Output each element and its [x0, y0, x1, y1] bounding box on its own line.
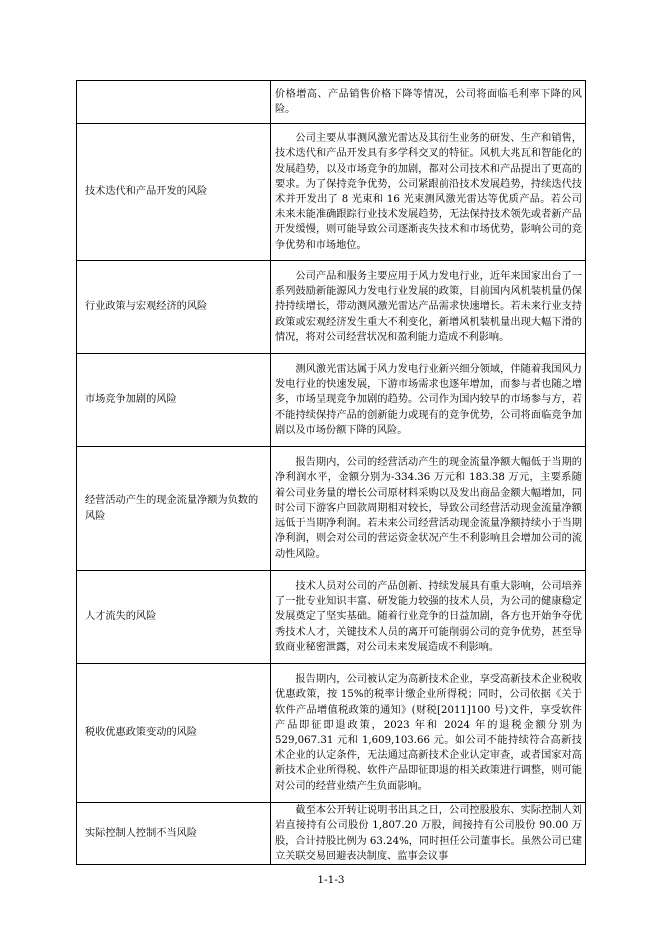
risk-name: 人才流失的风险 [77, 571, 271, 664]
risk-name: 市场竞争加剧的风险 [77, 354, 271, 447]
risk-description: 价格增高、产品销售价格下降等情况，公司将面临毛利率下降的风险。 [271, 81, 586, 124]
page-number: 1-1-3 [317, 874, 345, 886]
risk-factor-table [76, 80, 586, 865]
risk-name: 经营活动产生的现金流量净额为负数的风险 [77, 447, 271, 571]
risk-description: 公司主要从事测风激光雷达及其衍生业务的研发、生产和销售，技术迭代和产品开发具有多学科交叉的特征。风机大兆瓦和智能化的发展趋势，以及市场竞争的加剧，都对公司技术和产品提出了更高的要求。为了保持竞争优势，公司紧跟前沿技术发展趋势，持续迭代技术并开发出了 8 光束和 16 光束测风激光雷达等优质产品。若公司未来未能准确跟踪行业技术发展趋势，无法保持技术领先或者新产品开发缓慢，则可能导致公司逐渐丧失技术和市场优势，影响公司的竞争优势和市场地位。 [271, 124, 586, 261]
risk-name [77, 81, 271, 124]
risk-description: 技术人员对公司的产品创新、持续发展具有重大影响，公司培养了一批专业知识丰富、研发能力较强的技术人员，为公司的健康稳定发展奠定了坚实基础。随着行业竞争的日益加剧，各方也开始争夺优秀技术人才，关键技术人员的离开可能削弱公司的竞争优势，甚至导致商业秘密泄露，对公司未来发展造成不利影响。 [271, 571, 586, 664]
table-row [77, 261, 586, 354]
table-row [77, 124, 586, 261]
table-row [77, 664, 586, 803]
table-row [77, 571, 586, 664]
risk-name: 税收优惠政策变动的风险 [77, 664, 271, 803]
risk-name: 技术迭代和产品开发的风险 [77, 124, 271, 261]
table-row [77, 354, 586, 447]
table-row [77, 447, 586, 571]
table-row [77, 81, 586, 124]
risk-name: 行业政策与宏观经济的风险 [77, 261, 271, 354]
table-row [77, 803, 586, 865]
risk-description: 报告期内，公司的经营活动产生的现金流量净额大幅低于当期的净利润水平，金额分别为-334.36 万元和 183.38 万元，主要系随着公司业务量的增长公司原材料采购以及发出商品金额大幅增加，同时公司下游客户回款周期相对较长，导致公司经营活动现金流量净额远低于当期净利润。若未来公司经营活动现金流量净额持续小于当期净利润，则会对公司的营运资金状况产生不利影响且会增加公司的流动性风险。 [271, 447, 586, 571]
risk-name: 实际控制人控制不当风险 [77, 803, 271, 865]
risk-description: 截至本公开转让说明书出具之日，公司控股股东、实际控制人刘岩直接持有公司股份 1,807.20 万股，间接持有公司股份 90.00 万股，合计持股比例为 63.24%，同时担任公司董事长。虽然公司已建立关联交易回避表决制度、监事会议事 [271, 803, 586, 865]
risk-description: 测风激光雷达属于风力发电行业新兴细分领域，伴随着我国风力发电行业的快速发展，下游市场需求也逐年增加，而参与者也随之增多，市场呈现竞争加剧的趋势。公司作为国内较早的市场参与方，若不能持续保持产品的创新能力或现有的竞争优势，公司将面临竞争加剧以及市场份额下降的风险。 [271, 354, 586, 447]
risk-description: 报告期内，公司被认定为高新技术企业，享受高新技术企业税收优惠政策，按 15%的税率计缴企业所得税；同时，公司依据《关于软件产品增值税政策的通知》(财税[2011]100 号)文件，享受软件产品即征即退政策，2023 年和 2024 年的退税金额分别为 529,067.31 元和 1,609,103.66 元。如公司不能持续符合高新技术企业的认定条件，无法通过高新技术企业认定审查，或者国家对高新技术企业所得税、软件产品即征即退的相关政策进行调整，则可能对公司的经营业绩产生负面影响。 [271, 664, 586, 803]
risk-description: 公司产品和服务主要应用于风力发电行业，近年来国家出台了一系列鼓励新能源风力发电行业发展的政策，目前国内风机装机量仍保持持续增长，带动测风激光雷达产品需求快速增长。若未来行业支持政策或宏观经济发生重大不利变化，新增风机装机量出现大幅下滑的情况，将对公司经营状况和盈利能力造成不利影响。 [271, 261, 586, 354]
